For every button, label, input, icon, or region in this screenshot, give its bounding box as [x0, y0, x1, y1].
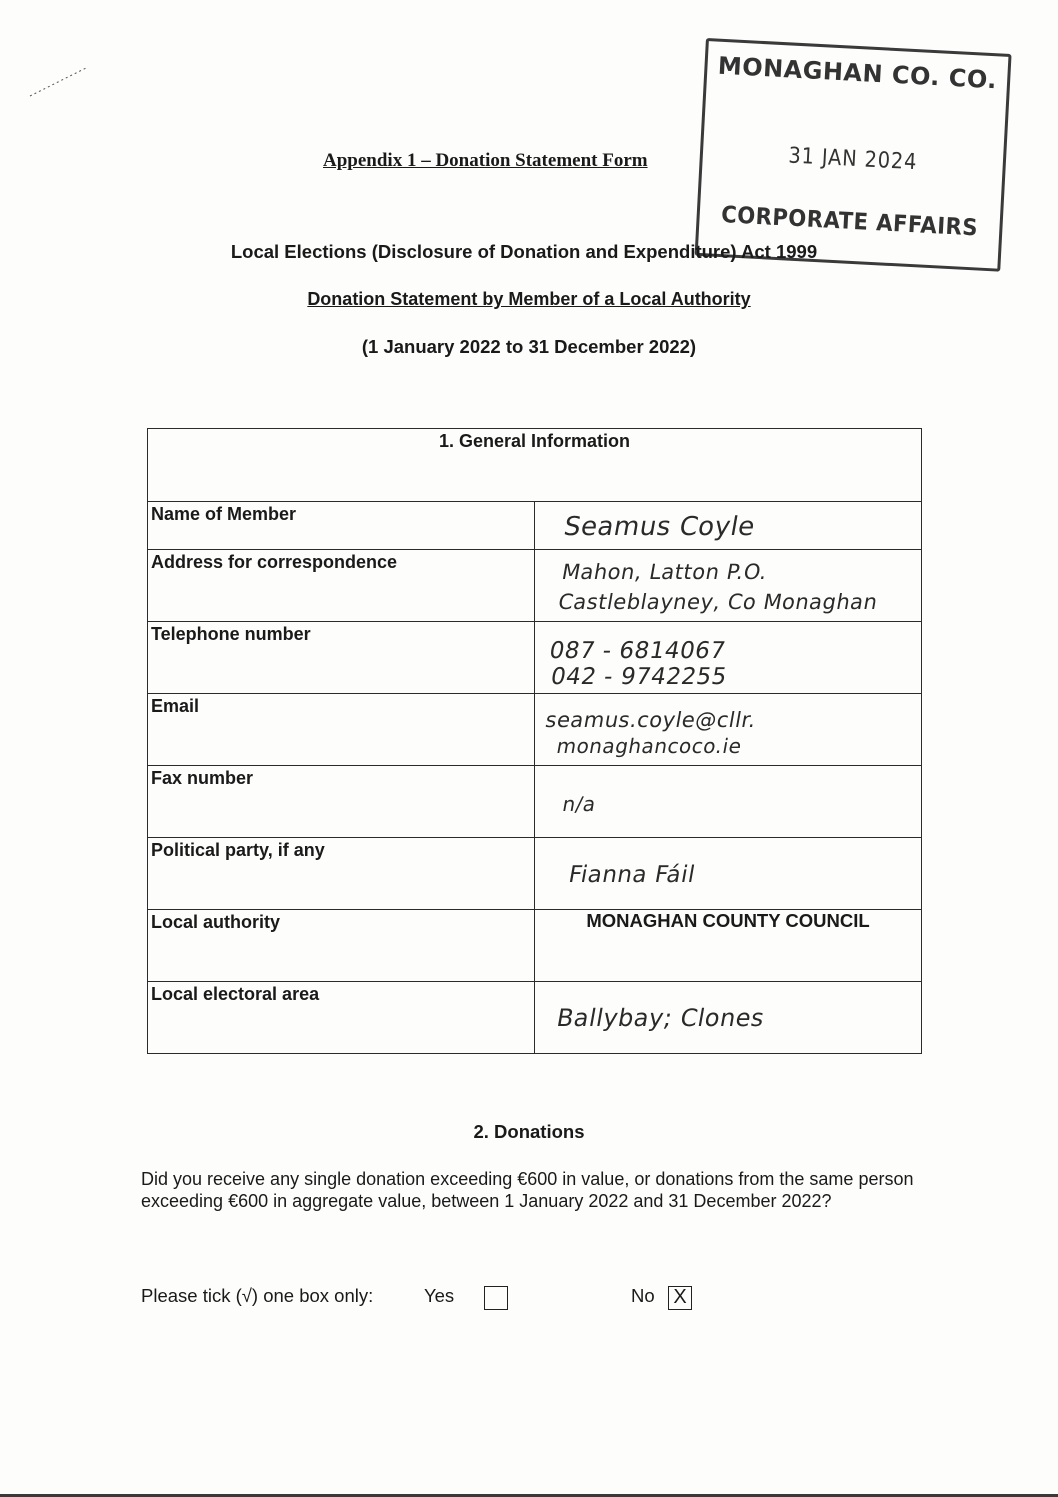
electoral-area-field — [535, 982, 922, 1054]
email-line-2: monaghancoco.ie — [554, 734, 744, 758]
table-row — [148, 766, 922, 838]
fax-label: Fax number — [148, 766, 535, 838]
email-field — [535, 694, 922, 766]
donations-heading: 2. Donations — [473, 1121, 585, 1142]
no-checkbox[interactable]: X — [668, 1286, 692, 1310]
table-row — [148, 694, 922, 766]
no-label: No — [631, 1285, 655, 1306]
stamp-department: CORPORATE AFFAIRS — [720, 202, 979, 242]
act-title: Local Elections (Disclosure of Donation and Expenditure) Act 1999 — [230, 241, 818, 262]
donations-question: Did you receive any single donation exceeding €600 in value, or donations from the same person exceeding €600 in aggregate value, between 1 January 2022 and 31 December 2022? — [141, 1169, 914, 1211]
telephone-line-2: 042 - 9742255 — [548, 664, 730, 690]
table-row — [148, 622, 922, 694]
email-label: Email — [148, 694, 535, 766]
party-field — [535, 838, 922, 910]
name-value: Seamus Coyle — [561, 512, 758, 542]
name-label: Name of Member — [148, 502, 535, 550]
stamp-date: 31 JAN 2024 — [787, 143, 918, 176]
general-information-heading: 1. General Information — [148, 429, 922, 502]
party-label: Political party, if any — [148, 838, 535, 910]
table-row — [148, 838, 922, 910]
table-row — [148, 910, 922, 982]
fax-value: n/a — [560, 792, 598, 816]
local-authority-label: Local authority — [148, 910, 535, 982]
appendix-title: Appendix 1 – Donation Statement Form — [323, 150, 648, 171]
name-field — [535, 502, 922, 550]
tick-row — [141, 1285, 741, 1313]
reporting-period: (1 January 2022 to 31 December 2022) — [361, 336, 697, 357]
scan-artifact-line — [28, 62, 90, 98]
email-line-1: seamus.coyle@cllr. — [543, 708, 759, 732]
statement-title: Donation Statement by Member of a Local Authority — [307, 289, 751, 309]
electoral-area-value: Ballybay; Clones — [554, 1004, 767, 1032]
address-line-1: Mahon, Latton P.O. — [560, 560, 770, 584]
tick-prompt: Please tick (√) one box only: — [141, 1285, 374, 1306]
general-information-table — [147, 428, 922, 1054]
address-field — [535, 550, 922, 622]
local-authority-value: MONAGHAN COUNTY COUNCIL — [535, 910, 922, 982]
fax-field — [535, 766, 922, 838]
received-stamp — [695, 38, 1012, 272]
table-row — [148, 982, 922, 1054]
stamp-organisation: MONAGHAN CO. CO. — [717, 51, 998, 95]
yes-checkbox[interactable] — [484, 1286, 508, 1310]
telephone-label: Telephone number — [148, 622, 535, 694]
table-row — [148, 502, 922, 550]
yes-label: Yes — [424, 1285, 455, 1306]
telephone-field — [535, 622, 922, 694]
table-row — [148, 550, 922, 622]
address-label: Address for correspondence — [148, 550, 535, 622]
telephone-line-1: 087 - 6814067 — [547, 638, 728, 664]
address-line-2: Castleblayney, Co Monaghan — [556, 590, 880, 614]
electoral-area-label: Local electoral area — [148, 982, 535, 1054]
party-value: Fianna Fáil — [566, 862, 698, 888]
